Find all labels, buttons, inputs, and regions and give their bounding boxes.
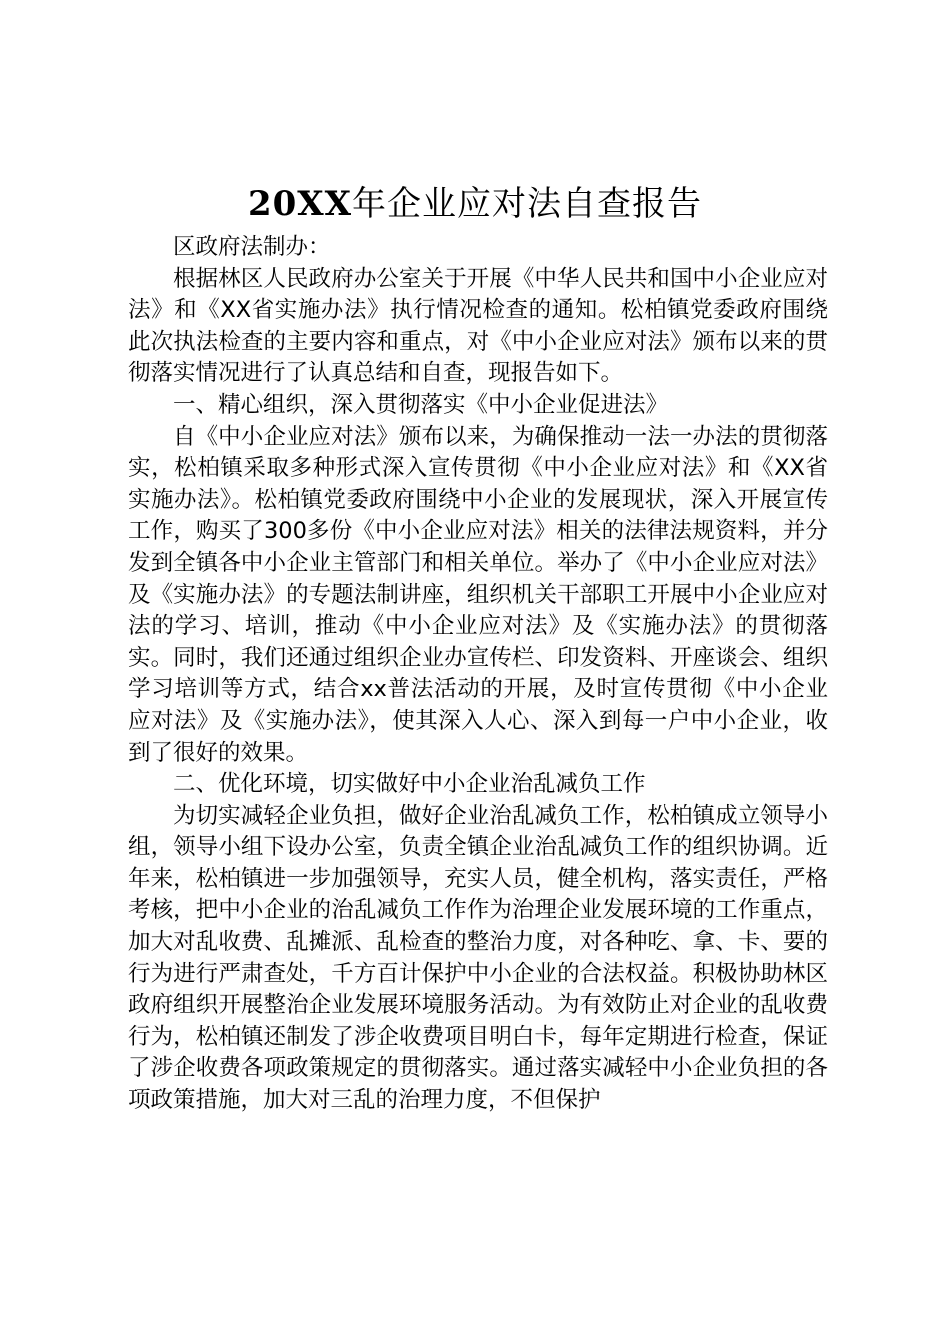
section-heading-2: 二、优化环境，切实做好中小企业治乱减负工作 <box>173 771 646 798</box>
title-prefix: 20XX <box>247 184 353 224</box>
paragraph-section-2: 为切实减轻企业负担，做好企业治乱减负工作，松柏镇成立领导小组，领导小组下设办公室，负责全镇企业治乱减负工作的组织协调。近年来，松柏镇进一步加强领导，充实人员，健全机构，落实责任，严格考核，把中小企业的治乱减负工作作为治理企业发展环境的工作重点，加大对乱收费、乱摊派、乱检查的整治力度，对各种吃、拿、卡、要的行为进行严肃查处，千方百计保护中小企业的合法权益。积极协助林区政府组织开展整治企业发展环境服务活动。为有效防止对企业的乱收费行为，松柏镇还制发了涉企收费项目明白卡，每年定期进行检查，保证了涉企收费各项政策规定的贯彻落实。通过落实减轻中小企业负担的各项政策措施，加大对三乱的治理力度，不但保护 <box>128 802 828 1114</box>
paragraph-section-1: 自《中小企业应对法》颁布以来，为确保推动一法一办法的贯彻落实，松柏镇采取多种形式深入宣传贯彻《中小企业应对法》和《XX省实施办法》。松柏镇党委政府围绕中小企业的发展现状，深入开展宣传工作，购买了300多份《中小企业应对法》相关的法律法规资料，并分发到全镇各中小企业主管部门和相关单位。举办了《中小企业应对法》及《实施办法》的专题法制讲座，组织机关干部职工开展中小企业应对法的学习、培训，推动《中小企业应对法》及《实施办法》的贯彻落实。同时，我们还通过组织企业办宣传栏、印发资料、开座谈会、组织学习培训等方式，结合xx普法活动的开展，及时宣传贯彻《中小企业应对法》及《实施办法》，使其深入人心、深入到每一户中小企业，收到了很好的效果。 <box>128 423 828 766</box>
document-title <box>0 182 950 226</box>
title-main: 年企业应对法自查报告 <box>352 184 703 224</box>
salutation: 区政府法制办： <box>173 234 331 260</box>
paragraph-intro: 根据林区人民政府办公室关于开展《中华人民共和国中小企业应对法》和《XX省实施办法》执行情况检查的通知。松柏镇党委政府围绕此次执法检查的主要内容和重点，对《中小企业应对法》颁布以来的贯彻落实情况进行了认真总结和自查，现报告如下。 <box>128 265 828 387</box>
section-heading-1: 一、精心组织，深入贯彻落实《中小企业促进法》 <box>173 391 669 418</box>
document-body <box>128 232 828 1117</box>
